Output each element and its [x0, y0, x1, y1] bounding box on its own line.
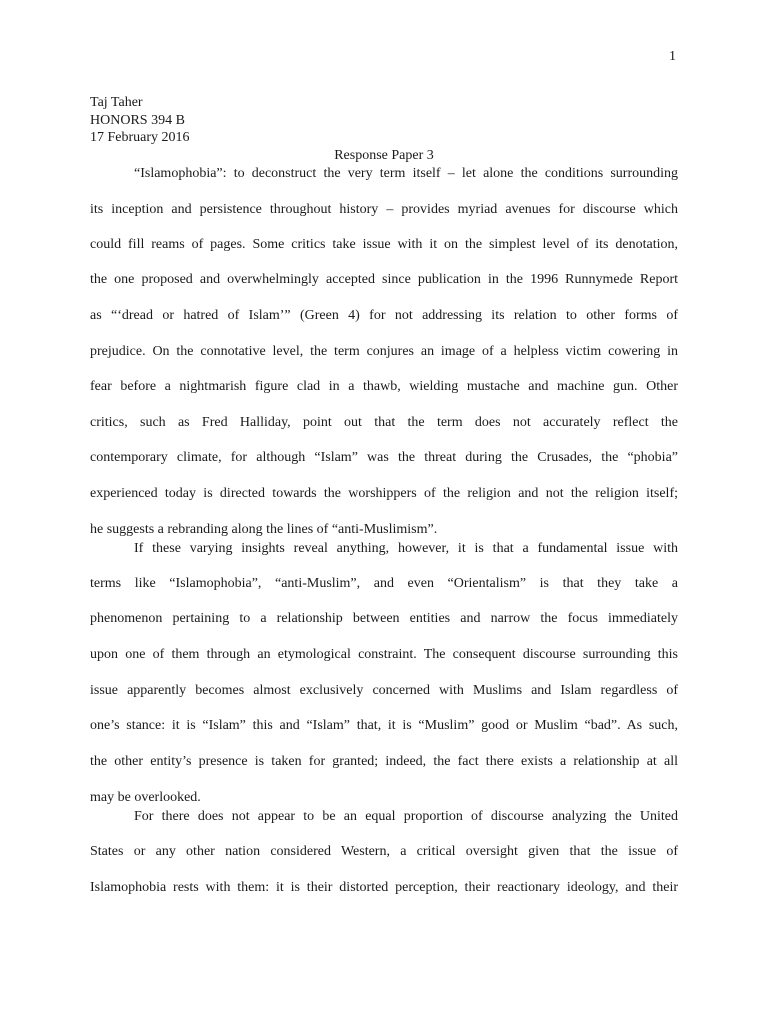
document-header [90, 94, 190, 147]
paragraph-line: phenomenon pertaining to a relationship between entities and narrow the focus immediately [90, 611, 678, 626]
paragraph-line: Islamophobia rests with them: it is their distorted perception, their reactionary ideology, and their [90, 880, 678, 895]
paragraph-line: one’s stance: it is “Islam” this and “Islam” that, it is “Muslim” good or Muslim “bad”. As such, [90, 718, 678, 733]
paragraph-line: For there does not appear to be an equal proportion of discourse analyzing the United [134, 809, 678, 824]
paragraph-line: If these varying insights reveal anything, however, it is that a fundamental issue with [134, 541, 678, 556]
paragraph-line: issue apparently becomes almost exclusively concerned with Muslims and Islam regardless of [90, 683, 678, 698]
document-date: 17 February 2016 [90, 130, 190, 145]
paragraph-line: may be overlooked. [90, 790, 201, 805]
paragraph-line: the other entity’s presence is taken for granted; indeed, the fact there exists a relationship at all [90, 754, 678, 769]
paragraph-line: terms like “Islamophobia”, “anti-Muslim”, and even “Orientalism” is that they take a [90, 576, 678, 591]
paragraph-line: critics, such as Fred Halliday, point out that the term does not accurately reflect the [90, 415, 678, 430]
document-title: Response Paper 3 [334, 148, 434, 163]
paragraph-line: could fill reams of pages. Some critics take issue with it on the simplest level of its denotation, [90, 237, 678, 252]
paragraph-line: upon one of them through an etymological constraint. The consequent discourse surrounding this [90, 647, 678, 662]
paragraph-line: fear before a nightmarish figure clad in a thawb, wielding mustache and machine gun. Other [90, 379, 678, 394]
paragraph-line: “Islamophobia”: to deconstruct the very term itself – let alone the conditions surrounding [134, 166, 678, 181]
paragraph-line: the one proposed and overwhelmingly accepted since publication in the 1996 Runnymede Report [90, 272, 678, 287]
paragraph-line: its inception and persistence throughout history – provides myriad avenues for discourse which [90, 202, 678, 217]
paragraph-line: experienced today is directed towards the worshippers of the religion and not the religion itself; [90, 486, 678, 501]
paragraph-line: as “‘dread or hatred of Islam’” (Green 4) for not addressing its relation to other forms of [90, 308, 678, 323]
course-name: HONORS 394 B [90, 112, 185, 128]
paragraph-line: prejudice. On the connotative level, the term conjures an image of a helpless victim cowering in [90, 344, 678, 359]
paragraph-line: States or any other nation considered Western, a critical oversight given that the issue of [90, 844, 678, 859]
page-number: 1 [669, 49, 676, 64]
paragraph-line: contemporary climate, for although “Islam” was the threat during the Crusades, the “phobia” [90, 450, 678, 465]
author-name: Taj Taher [90, 95, 143, 110]
paragraph-line: he suggests a rebranding along the lines of “anti-Muslimism”. [90, 522, 438, 537]
